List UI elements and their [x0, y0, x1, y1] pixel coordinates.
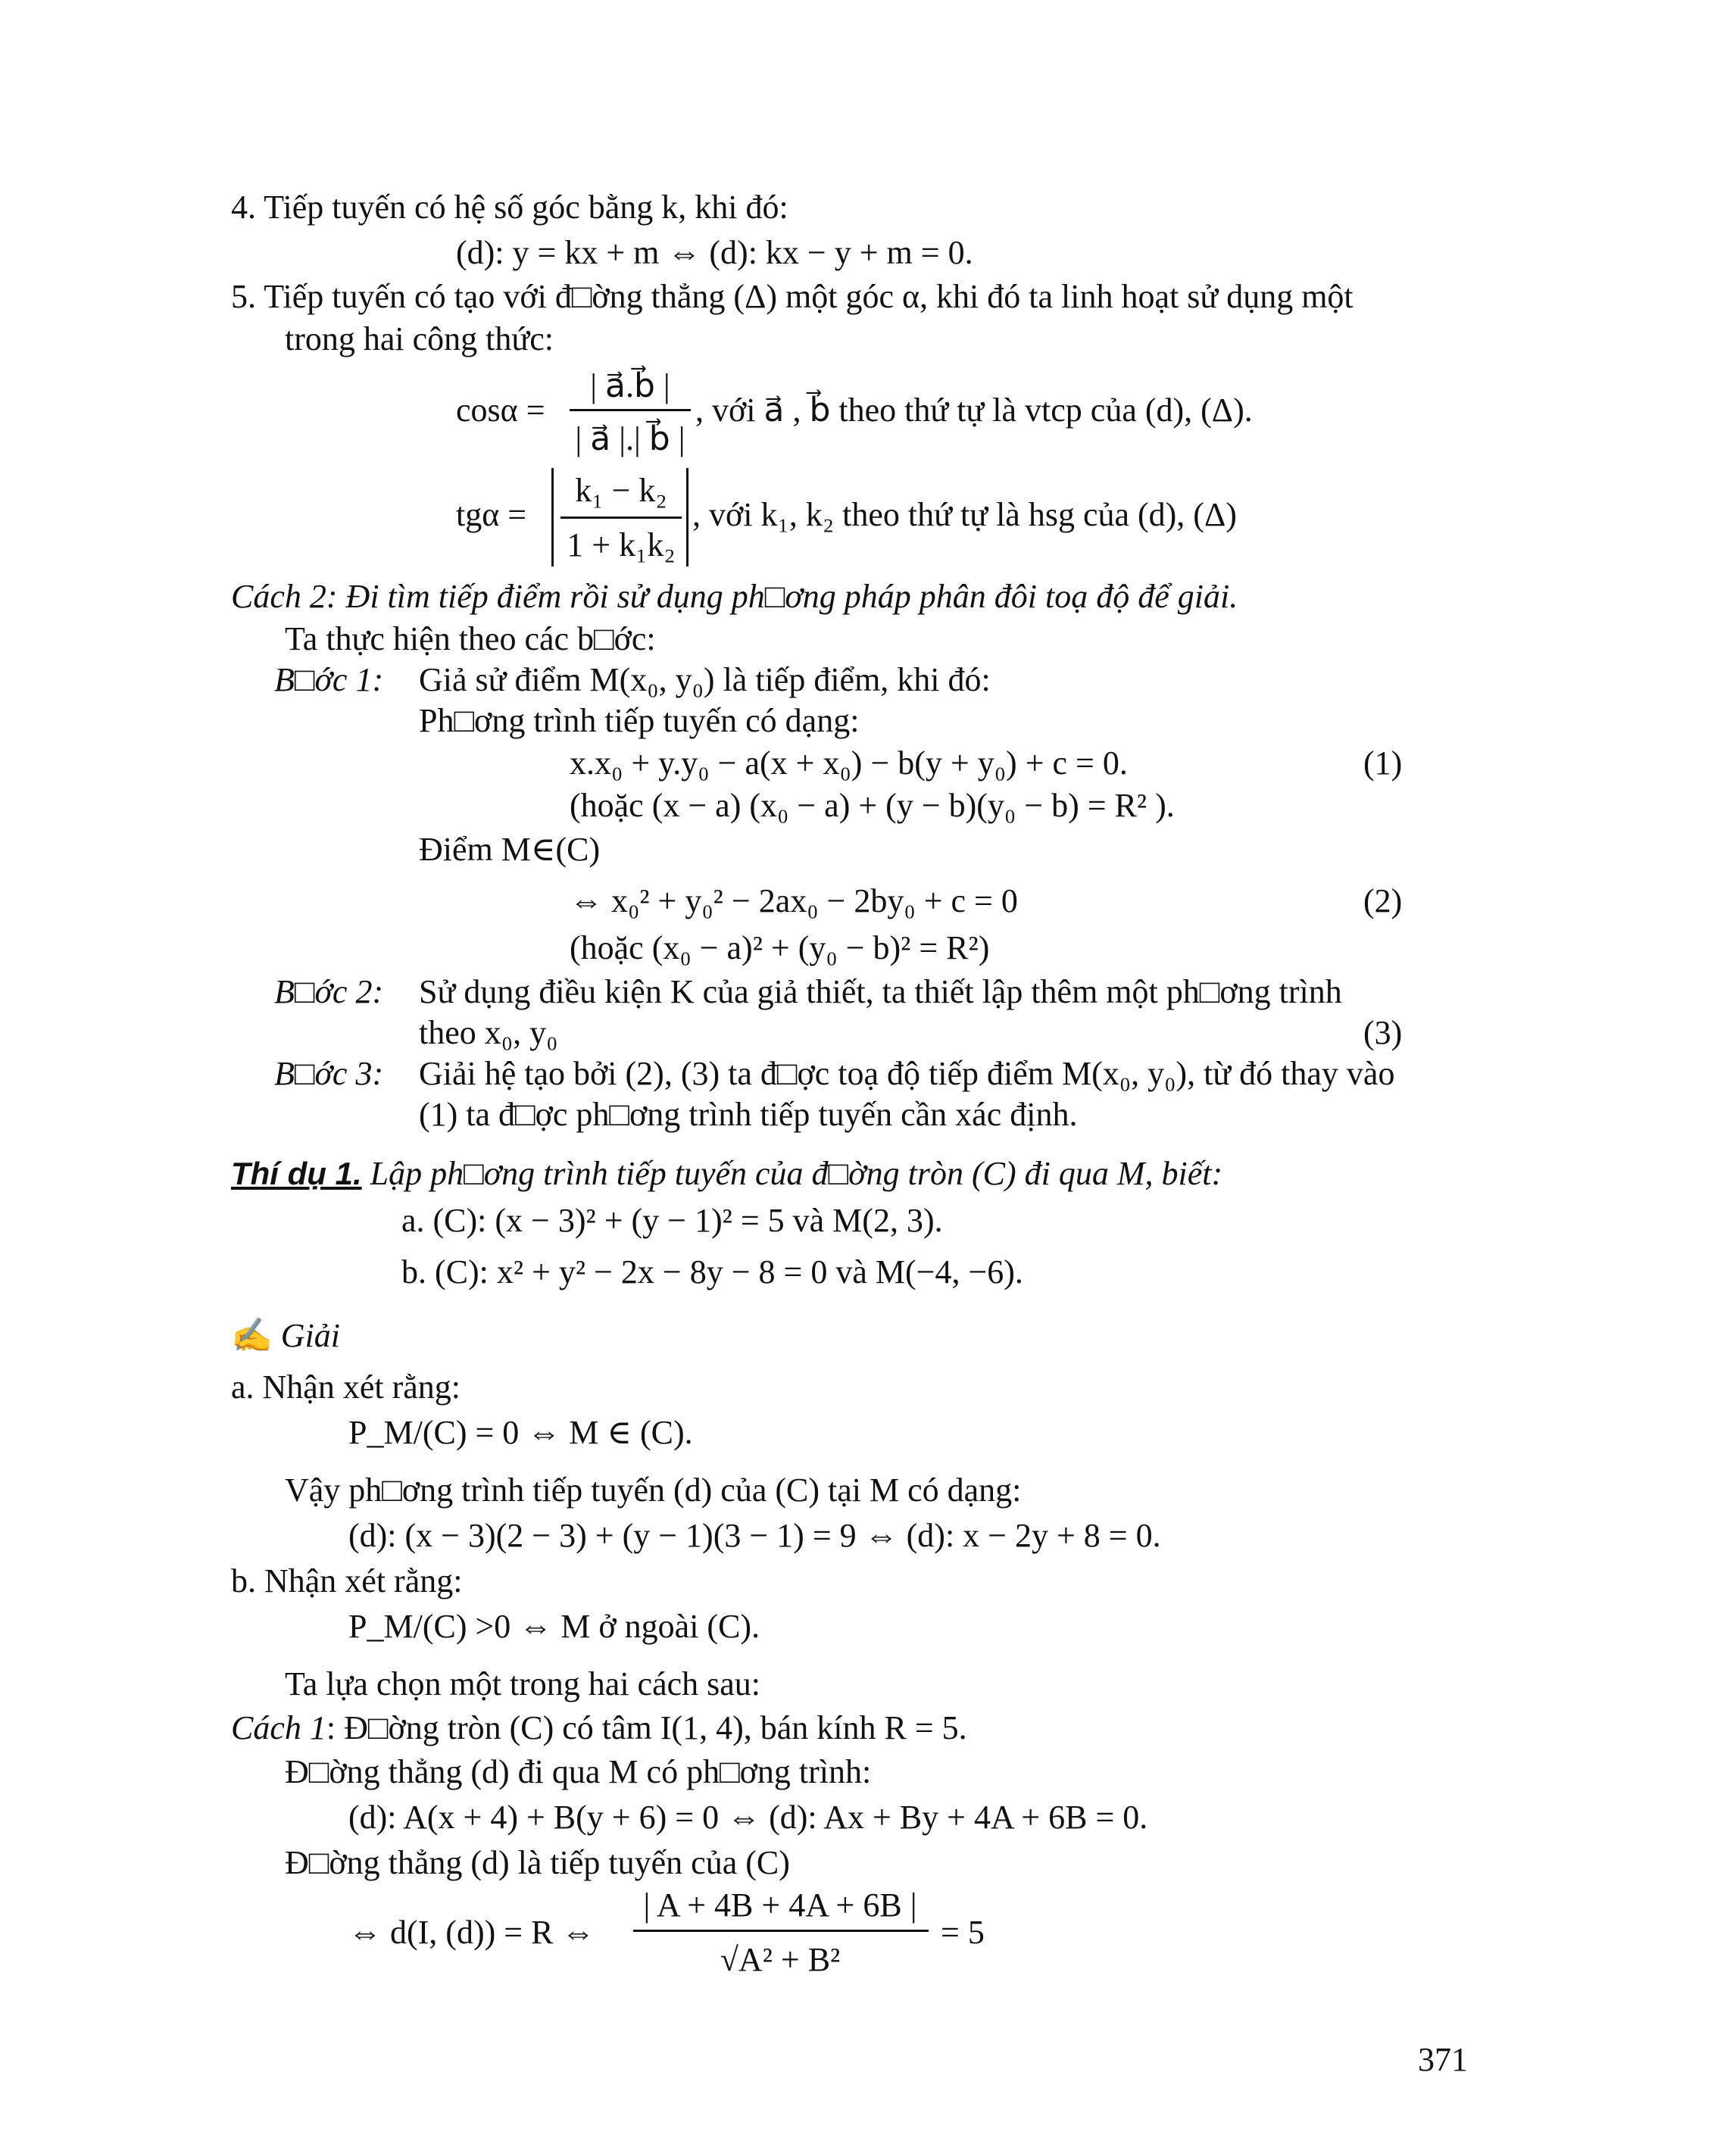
step-3-line-2: (1) ta đ□ợc ph□ơng trình tiếp tuyến cần xác định. — [419, 1096, 1078, 1133]
solution-b-line-1: b. Nhận xét rằng: — [231, 1562, 463, 1599]
tg-fraction-bar — [560, 516, 682, 519]
item-5-line — [231, 277, 1354, 317]
solution-label: Giải — [280, 1317, 341, 1354]
cos-numerator: | a⃗.b⃗ | — [590, 367, 670, 404]
example-1-part-a: a. (C): (x − 3)² + (y − 1)² = 5 và M(2, 3). — [401, 1202, 943, 1239]
equation-3-number: (3) — [1363, 1014, 1403, 1051]
item-4-text: 4. Tiếp tuyến có hệ số góc bằng k, khi đó: — [231, 189, 788, 226]
tg-denominator: 1 + k₁k₂ — [567, 526, 676, 563]
solution-b-line-2: P_M/(C) >0 ⇔ M ở ngoài (C). — [348, 1608, 760, 1645]
point-condition: Điểm M∈(C) — [419, 831, 601, 868]
item-5-text-2: trong hai công thức: — [285, 320, 554, 357]
cach-1-line-4: Đ□ờng thẳng (d) là tiếp tuyến của (C) — [285, 1844, 790, 1881]
item-4-line — [231, 188, 788, 227]
equation-2-alt: (hoặc (x₀ − a)² + (y₀ − b)² = R²) — [570, 929, 990, 966]
cach-1-text: : Đ□ờng tròn (C) có tâm I(1, 4), bán kính R = 5. — [326, 1709, 967, 1746]
cach-1-line-2: Đ□ờng thẳng (d) đi qua M có ph□ơng trình: — [285, 1753, 872, 1790]
distance-condition-lhs: ⇔ d(I, (d)) = R ⇔ — [348, 1914, 595, 1951]
example-1-label: Thí dụ 1. — [231, 1156, 362, 1191]
tg-lhs: tgα = — [456, 496, 527, 533]
solution-a-line-4: (d): (x − 3)(2 − 3) + (y − 1)(3 − 1) = 9 ⇔ (d): x − 2y + 8 = 0. — [348, 1517, 1161, 1554]
pencil-icon: ✍ — [231, 1317, 273, 1354]
equation-2: ⇔ x₀² + y₀² − 2ax₀ − 2by₀ + c = 0 — [570, 882, 1018, 919]
equation-1: x.x₀ + y.y₀ − a(x + x₀) − b(y + y₀) + c = 0. — [570, 744, 1128, 782]
cach-1-line — [231, 1709, 967, 1748]
page-number: 371 — [1418, 2041, 1468, 2078]
solution-heading — [231, 1316, 340, 1356]
distance-fraction-bar — [633, 1930, 929, 1932]
example-1-heading — [231, 1154, 1222, 1194]
cos-denominator: | a⃗ |.| b⃗ | — [575, 420, 685, 457]
solution-b-line-3: Ta lựa chọn một trong hai cách sau: — [285, 1665, 761, 1702]
item-5-text: 5. Tiếp tuyến có tạo với đ□ờng thẳng (Δ) một góc α, khi đó ta linh hoạt sử dụng một — [231, 278, 1354, 315]
distance-condition-rhs: = 5 — [941, 1914, 985, 1951]
cach-1-label: Cách 1 — [231, 1709, 326, 1746]
item-4-eq-text: (d): y = kx + m ⇔ (d): kx − y + m = 0. — [456, 234, 973, 271]
tg-rhs: , với k₁, k₂ theo thứ tự là hsg của (d), (Δ) — [692, 496, 1237, 533]
distance-denominator: √A² + B² — [720, 1941, 841, 1978]
example-1-text: Lập ph□ơng trình tiếp tuyến của đ□ờng tròn (C) đi qua M, biết: — [361, 1155, 1223, 1192]
tg-abs-right — [686, 468, 688, 566]
step-1-label: B□ớc 1: — [274, 661, 384, 698]
equation-2-number: (2) — [1363, 882, 1403, 919]
solution-a-line-3: Vậy ph□ơng trình tiếp tuyến (d) của (C) tại M có dạng: — [285, 1471, 1022, 1509]
item-5-line-2 — [285, 320, 554, 359]
step-1-line-2: Ph□ơng trình tiếp tuyến có dạng: — [419, 702, 860, 739]
cos-rhs: , với a⃗ , b⃗ theo thứ tự là vtcp của (d), (Δ). — [695, 392, 1253, 429]
example-1-part-b: b. (C): x² + y² − 2x − 8y − 8 = 0 và M(−4, −6). — [401, 1253, 1023, 1290]
steps-intro: Ta thực hiện theo các b□ớc: — [285, 620, 656, 657]
cach-2-text: : Đi tìm tiếp điểm rồi sử dụng ph□ơng pháp phân đôi toạ độ để giải. — [326, 578, 1238, 615]
equation-1-number: (1) — [1363, 744, 1403, 782]
equation-1-alt: (hoặc (x − a) (x₀ − a) + (y − b)(y₀ − b) = R² ). — [570, 787, 1175, 824]
solution-a-line-2: P_M/(C) = 0 ⇔ M ∈ (C). — [348, 1414, 693, 1451]
solution-a-line-1: a. Nhận xét rằng: — [231, 1368, 461, 1406]
step-2-label: B□ớc 2: — [274, 973, 384, 1010]
cach-2-line — [231, 577, 1238, 616]
cach-1-line-3: (d): A(x + 4) + B(y + 6) = 0 ⇔ (d): Ax + By + 4A + 6B = 0. — [348, 1799, 1148, 1836]
step-1-text: Giả sử điểm M(x₀, y₀) là tiếp điểm, khi đó: — [419, 661, 991, 698]
step-2-text: Sử dụng điều kiện K của giả thiết, ta thiết lập thêm một ph□ơng trình — [419, 973, 1342, 1010]
cos-lhs: cosα = — [456, 392, 545, 429]
distance-numerator: | A + 4B + 4A + 6B | — [643, 1886, 917, 1924]
step-3-label: B□ớc 3: — [274, 1055, 384, 1092]
cos-fraction-bar — [570, 409, 691, 411]
cach-2-label: Cách 2 — [231, 578, 326, 615]
step-2-line-2: theo x₀, y₀ — [419, 1014, 558, 1051]
step-3-text: Giải hệ tạo bởi (2), (3) ta đ□ợc toạ độ tiếp điểm M(x₀, y₀), từ đó thay vào — [419, 1055, 1395, 1092]
tg-abs-left — [551, 468, 554, 566]
tg-numerator: k₁ − k₂ — [575, 472, 667, 509]
item-4-equation — [456, 233, 973, 273]
